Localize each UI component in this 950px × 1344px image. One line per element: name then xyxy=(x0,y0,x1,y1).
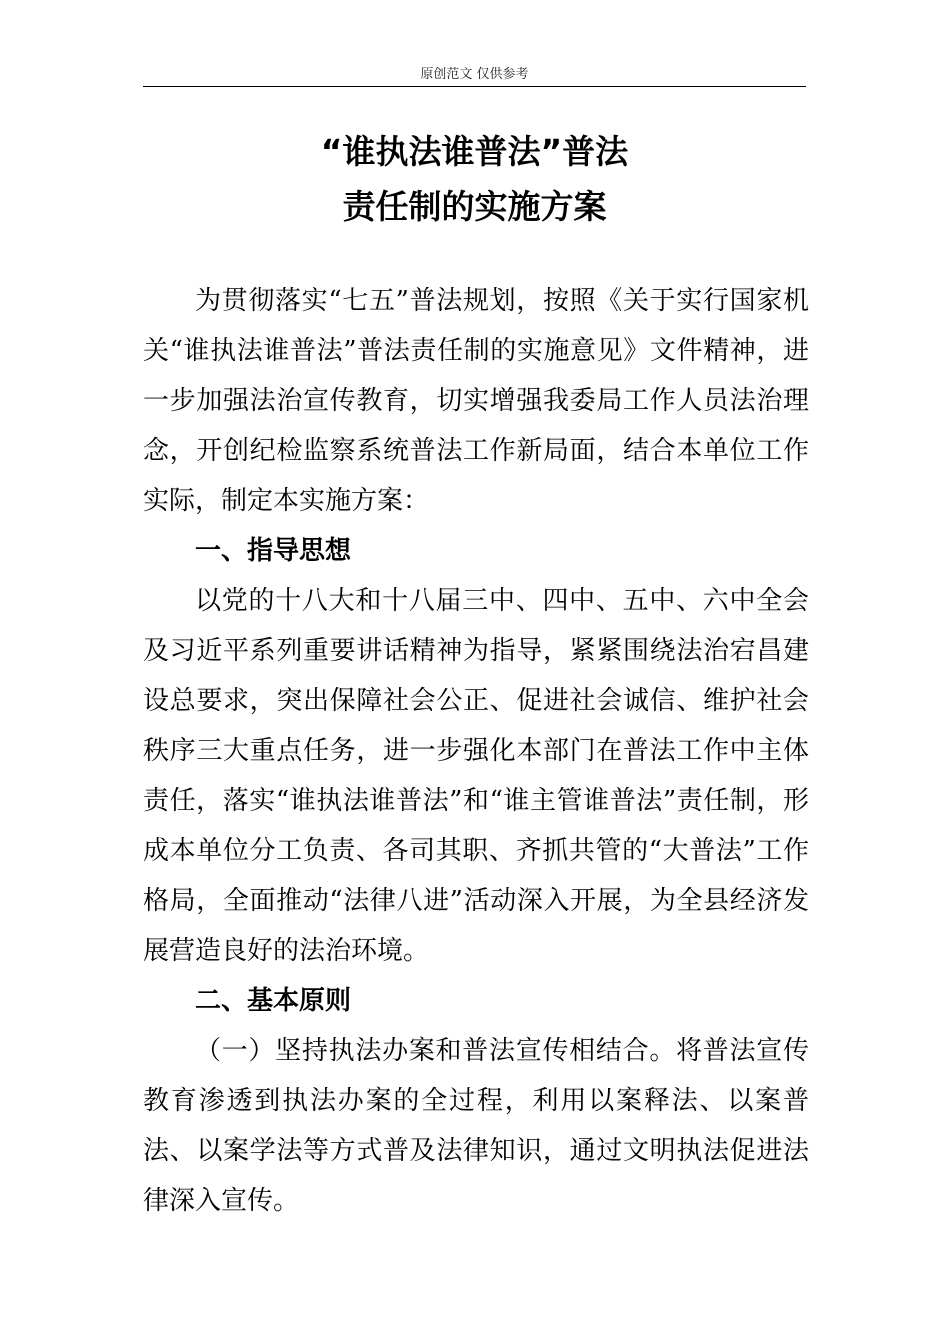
title-line-2: 责任制的实施方案 xyxy=(342,187,607,226)
guiding-ideology-paragraph: 以党的十八大和十八届三中、四中、五中、六中全会及习近平系列重要讲话精神为指导，紧紧围绕法治宕昌建设总要求，突出保障社会公正、促进社会诚信、维护社会秩序三大重点任务，进一步强化本部门在普法工作中主体责任，落实“谁执法谁普法”和“谁主管谁普法”责任制，形成本单位分工负责、各司其职、齐抓共管的“大普法”工作格局，全面推动“法律八进”活动深入开展，为全县经济发展营造良好的法治环境。 xyxy=(143,586,809,966)
document-title xyxy=(143,124,806,234)
section-heading-guiding-ideology: 一、指导思想 xyxy=(195,536,352,566)
document-body xyxy=(143,276,809,1226)
page-header: 原创范文 仅供参考 xyxy=(420,67,529,82)
intro-paragraph: 为贯彻落实“七五”普法规划，按照《关于实行国家机关“谁执法谁普法”普法责任制的实施意见》文件精神，进一步加强法治宣传教育，切实增强我委局工作人员法治理念，开创纪检监察系统普法工作新局面，结合本单位工作实际，制定本实施方案： xyxy=(143,286,809,516)
header-divider xyxy=(143,86,806,87)
section-heading-basic-principles: 二、基本原则 xyxy=(195,986,352,1016)
basic-principles-paragraph: （一）坚持执法办案和普法宣传相结合。将普法宣传教育渗透到执法办案的全过程，利用以案释法、以案普法、以案学法等方式普及法律知识，通过文明执法促进法律深入宣传。 xyxy=(143,1036,809,1216)
title-line-1: “谁执法谁普法”普法 xyxy=(320,132,629,171)
